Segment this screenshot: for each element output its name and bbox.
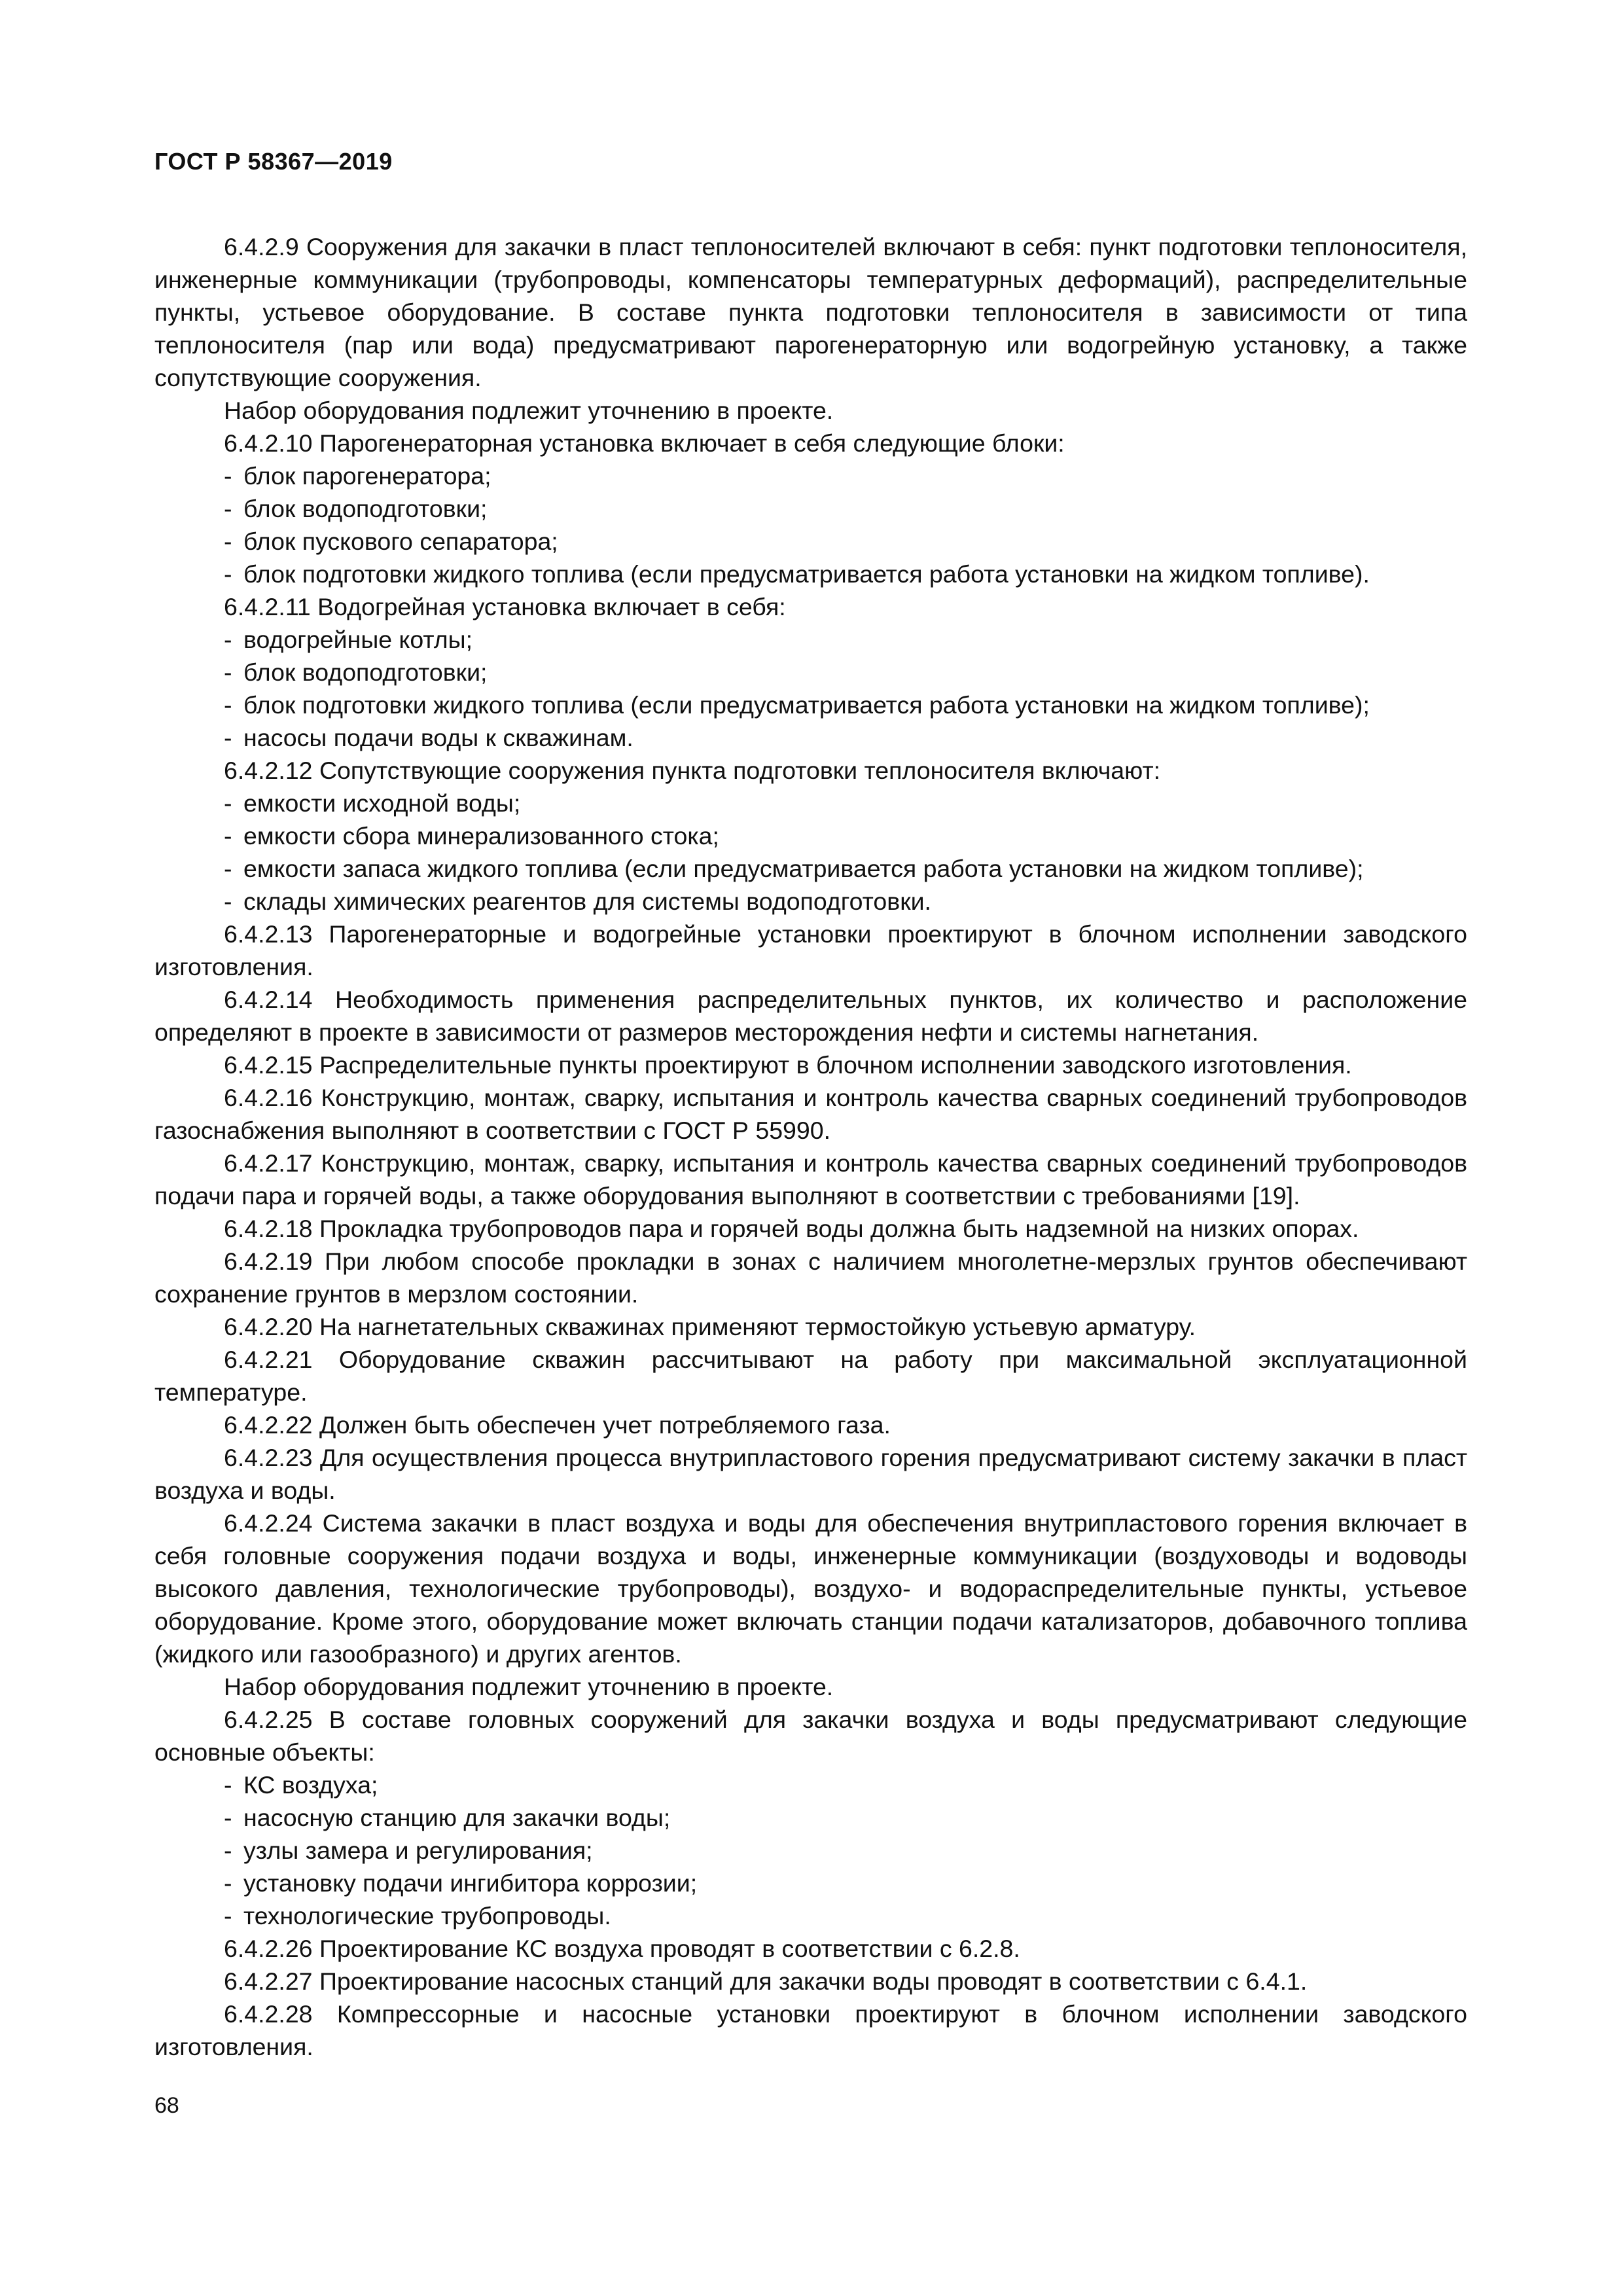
list-dash: - — [224, 1902, 232, 1929]
list-dash: - — [224, 724, 232, 751]
list-item — [154, 492, 1467, 525]
page-number: 68 — [154, 2093, 179, 2118]
list-item — [154, 721, 1467, 754]
list-item-text: блок парогенератора; — [243, 462, 491, 490]
list-item-text: емкости исходной воды; — [243, 789, 521, 817]
paragraph: 6.4.2.17 Конструкцию, монтаж, сварку, испытания и контроль качества сварных соединений трубопроводов подачи пара и горячей воды, а также оборудования выполняют в соответствии с требованиями [19]. — [154, 1149, 1467, 1210]
list-item — [154, 885, 1467, 918]
list-dash: - — [224, 528, 232, 555]
list-dash: - — [224, 855, 232, 882]
list-item — [154, 558, 1467, 590]
paragraph: 6.4.2.9 Сооружения для закачки в пласт теплоносителей включают в себя: пункт подготовки теплоносителя, инженерные коммуникации (трубопроводы, компенсаторы температурных деформаций), распределительные пункты, устьевое оборудование. В составе пункта подготовки теплоносителя в зависимости от типа теплоносителя (пар или вода) предусматривают парогенераторную или водогрейную установку, а также сопутствующие сооружения. — [154, 233, 1467, 391]
list-item-text: блок водоподготовки; — [243, 658, 488, 686]
paragraph: 6.4.2.16 Конструкцию, монтаж, сварку, испытания и контроль качества сварных соединений трубопроводов газоснабжения выполняют в соответствии с ГОСТ Р 55990. — [154, 1084, 1467, 1144]
paragraph: 6.4.2.19 При любом способе прокладки в зонах с наличием многолетне-мерзлых грунтов обеспечивают сохранение грунтов в мерзлом состоянии. — [154, 1247, 1467, 1308]
paragraph: 6.4.2.18 Прокладка трубопроводов пара и горячей воды должна быть надземной на низких опорах. — [224, 1215, 1359, 1242]
list-item-text: насосы подачи воды к скважинам. — [243, 724, 633, 751]
paragraph: 6.4.2.28 Компрессорные и насосные установки проектируют в блочном исполнении заводского изготовления. — [154, 2000, 1467, 2060]
document-code: ГОСТ Р 58367—2019 — [154, 148, 393, 175]
list-item — [154, 656, 1467, 689]
list-dash: - — [224, 822, 232, 850]
paragraph: 6.4.2.13 Парогенераторные и водогрейные установки проектируют в блочном исполнении заводского изготовления. — [154, 920, 1467, 980]
list-dash: - — [224, 495, 232, 522]
list-item-text: блок подготовки жидкого топлива (если предусматривается работа установки на жидком топливе); — [243, 691, 1370, 719]
list-dash: - — [224, 560, 232, 588]
paragraph: 6.4.2.12 Сопутствующие сооружения пункта подготовки теплоносителя включают: — [224, 757, 1161, 784]
list-item-text: блок водоподготовки; — [243, 495, 488, 522]
list-dash: - — [224, 1771, 232, 1799]
list-item-text: емкости сбора минерализованного стока; — [243, 822, 719, 850]
list-dash: - — [224, 626, 232, 653]
list-dash: - — [224, 888, 232, 915]
list-item — [154, 1899, 1467, 1932]
list-item-text: узлы замера и регулирования; — [243, 1837, 593, 1864]
list-dash: - — [224, 1837, 232, 1864]
list-item — [154, 525, 1467, 558]
paragraph: Набор оборудования подлежит уточнению в проекте. — [224, 1673, 834, 1700]
paragraph: 6.4.2.24 Система закачки в пласт воздуха и воды для обеспечения внутрипластового горения включает в себя головные сооружения подачи воздуха и воды, инженерные коммуникации (воздуховоды и водоводы высокого давления, технологические трубопроводы), воздухо- и водораспределительные пункты, устьевое оборудование. Кроме этого, оборудование может включать станции подачи катализаторов, добавочного топлива (жидкого или газообразного) и других агентов. — [154, 1509, 1467, 1668]
list-item — [154, 1867, 1467, 1899]
paragraph: 6.4.2.15 Распределительные пункты проектируют в блочном исполнении заводского изготовления. — [224, 1051, 1352, 1079]
paragraph: 6.4.2.22 Должен быть обеспечен учет потребляемого газа. — [224, 1411, 891, 1439]
list-item — [154, 1768, 1467, 1801]
list-item-text: технологические трубопроводы. — [243, 1902, 611, 1929]
list-item — [154, 1834, 1467, 1867]
list-item — [154, 459, 1467, 492]
paragraph: 6.4.2.26 Проектирование КС воздуха проводят в соответствии с 6.2.8. — [224, 1935, 1020, 1962]
list-dash: - — [224, 789, 232, 817]
list-item-text: насосную станцию для закачки воды; — [243, 1804, 671, 1831]
page-body — [154, 230, 1467, 2063]
list-item-text: водогрейные котлы; — [243, 626, 473, 653]
list-item-text: блок пускового сепаратора; — [243, 528, 558, 555]
list-dash: - — [224, 658, 232, 686]
list-dash: - — [224, 691, 232, 719]
list-dash: - — [224, 462, 232, 490]
list-item — [154, 623, 1467, 656]
list-item-text: установку подачи ингибитора коррозии; — [243, 1869, 698, 1897]
list-item-text: склады химических реагентов для системы водоподготовки. — [243, 888, 931, 915]
list-item-text: КС воздуха; — [243, 1771, 378, 1799]
paragraph: 6.4.2.20 На нагнетательных скважинах применяют термостойкую устьевую арматуру. — [224, 1313, 1196, 1340]
list-item-text: блок подготовки жидкого топлива (если предусматривается работа установки на жидком топливе). — [243, 560, 1370, 588]
list-item — [154, 1801, 1467, 1834]
paragraph: 6.4.2.27 Проектирование насосных станций для закачки воды проводят в соответствии с 6.4.1. — [224, 1967, 1308, 1995]
list-dash: - — [224, 1869, 232, 1897]
paragraph: Набор оборудования подлежит уточнению в проекте. — [224, 397, 834, 424]
paragraph: 6.4.2.25 В составе головных сооружений для закачки воздуха и воды предусматривают следующие основные объекты: — [154, 1706, 1467, 1766]
paragraph: 6.4.2.21 Оборудование скважин рассчитывают на работу при максимальной эксплуатационной температуре. — [154, 1346, 1467, 1406]
list-item — [154, 689, 1467, 721]
paragraph: 6.4.2.10 Парогенераторная установка включает в себя следующие блоки: — [224, 429, 1065, 457]
list-item-text: емкости запаса жидкого топлива (если предусматривается работа установки на жидком топливе); — [243, 855, 1364, 882]
list-item — [154, 852, 1467, 885]
list-dash: - — [224, 1804, 232, 1831]
paragraph: 6.4.2.11 Водогрейная установка включает в себя: — [224, 593, 786, 620]
paragraph: 6.4.2.23 Для осуществления процесса внутрипластового горения предусматривают систему закачки в пласт воздуха и воды. — [154, 1444, 1467, 1504]
list-item — [154, 787, 1467, 819]
list-item — [154, 819, 1467, 852]
paragraph: 6.4.2.14 Необходимость применения распределительных пунктов, их количество и расположение определяют в проекте в зависимости от размеров месторождения нефти и системы нагнетания. — [154, 986, 1467, 1046]
